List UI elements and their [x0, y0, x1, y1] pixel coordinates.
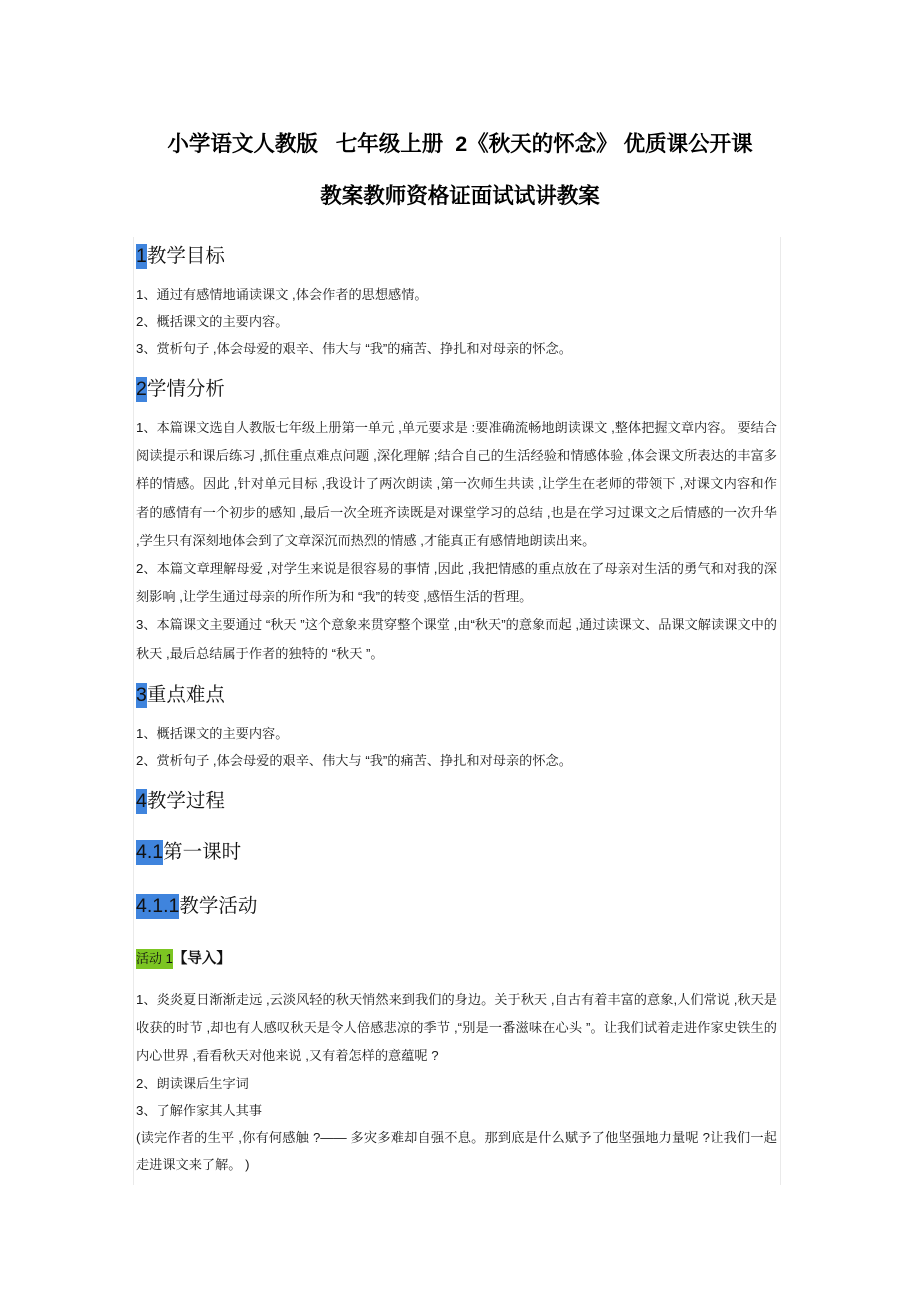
section-1-paragraph-2: 2、概括课文的主要内容。 [136, 314, 289, 329]
section-number-4-1-1: 4.1.1 [136, 894, 180, 917]
activity-label-row [136, 944, 777, 974]
section-number-4-1: 4.1 [136, 840, 164, 863]
activity-paragraph-2: 2、朗读课后生字词 [136, 1076, 249, 1092]
page-title-line-2: 教案教师资格证面试试讲教案 [320, 184, 600, 208]
activity-paragraph-4: (读完作者的生平 ,你有何感触 ?—— 多灾多难却自强不息。那到底是什么赋予了他坚强地力量呢 ?让我们一起走进课文来了解。 ) [136, 1130, 777, 1173]
section-1-paragraph-1: 1、通过有感情地诵读课文 ,体会作者的思想感情。 [136, 287, 428, 302]
section-2-paragraph-1: 1、本篇课文选自人教版七年级上册第一单元 ,单元要求是 :要准确流畅地朗读课文 ,整体把握文章内容。 要结合阅读提示和课后练习 ,抓住重点难点问题 ,深化理解 ;结合自己的生活经验和情感体验 ,体会课文所表达的丰富多样的情感。因此 ,针对单元目标 ,我设计了两次朗读 ,第一次师生共读 ,让学生在老师的带领下 ,对课文内容和作者的感情有一个初步的感知 ,最后一次全班齐读既是对课堂学习的总结 ,也是在学习过课文之后情感的一次升华 ,学生只有深刻地体会到了文章深沉而热烈的情感 ,才能真正有感情地朗读出来。 [136, 420, 777, 548]
section-2-paragraph-3: 3、本篇课文主要通过 “秋天 ”这个意象来贯穿整个课堂 ,由“秋天”的意象而起 ,通过读课文、品课文解读课文中的秋天 ,最后总结属于作者的独特的 “秋天 ”。 [136, 617, 777, 661]
content-box [133, 237, 781, 1185]
page-title-line-1: 小学语文人教版 七年级上册 2《秋天的怀念》 优质课公开课 [167, 132, 753, 156]
section-number-4: 4 [136, 789, 147, 812]
section-heading-1 [136, 237, 777, 275]
section-2-paragraph-2: 2、本篇文章理解母爱 ,对学生来说是很容易的事情 ,因此 ,我把情感的重点放在了母亲对生活的勇气和对我的深刻影响 ,让学生通过母亲的所作所为和 “我”的转变 ,感悟生活的哲理。 [136, 561, 777, 605]
section-title-4-1-1: 教学活动 [179, 894, 258, 917]
section-heading-4-1 [136, 830, 777, 874]
section-3-paragraph-2: 2、赏析句子 ,体会母爱的艰辛、伟大与 “我”的痛苦、挣扎和对母亲的怀念。 [136, 752, 572, 768]
activity-badge: 活动 1 [136, 949, 173, 969]
section-title-2: 学情分析 [146, 378, 225, 400]
section-number-1: 1 [136, 245, 147, 267]
section-title-4: 教学过程 [146, 789, 225, 812]
section-title-3: 重点难点 [146, 683, 225, 706]
section-number-3: 3 [136, 683, 147, 706]
section-heading-2 [136, 370, 777, 408]
section-title-4-1: 第一课时 [163, 840, 242, 863]
activity-paragraph-1: 1、炎炎夏日渐渐走远 ,云淡风轻的秋天悄然来到我们的身边。关于秋天 ,自古有着丰富的意象,人们常说 ,秋天是收获的时节 ,却也有人感叹秋天是令人倍感悲凉的季节 ,“别是一番滋味在心头 ”。让我们试着走进作家史铁生的内心世界 ,看看秋天对他来说 ,又有着怎样的意蕴呢 ? [136, 991, 777, 1064]
section-3-paragraph-1: 1、概括课文的主要内容。 [136, 725, 289, 741]
section-1-paragraph-3: 3、赏析句子 ,体会母爱的艰辛、伟大与 “我”的痛苦、挣扎和对母亲的怀念。 [136, 341, 572, 356]
activity-title: 【导入】 [172, 950, 231, 967]
activity-paragraph-3: 3、了解作家其人其事 [136, 1103, 263, 1119]
section-heading-4-1-1 [136, 884, 777, 928]
page-title [0, 0, 920, 222]
section-heading-4 [136, 782, 777, 820]
section-heading-3 [136, 676, 777, 714]
section-title-1: 教学目标 [146, 245, 225, 267]
section-number-2: 2 [136, 378, 147, 400]
